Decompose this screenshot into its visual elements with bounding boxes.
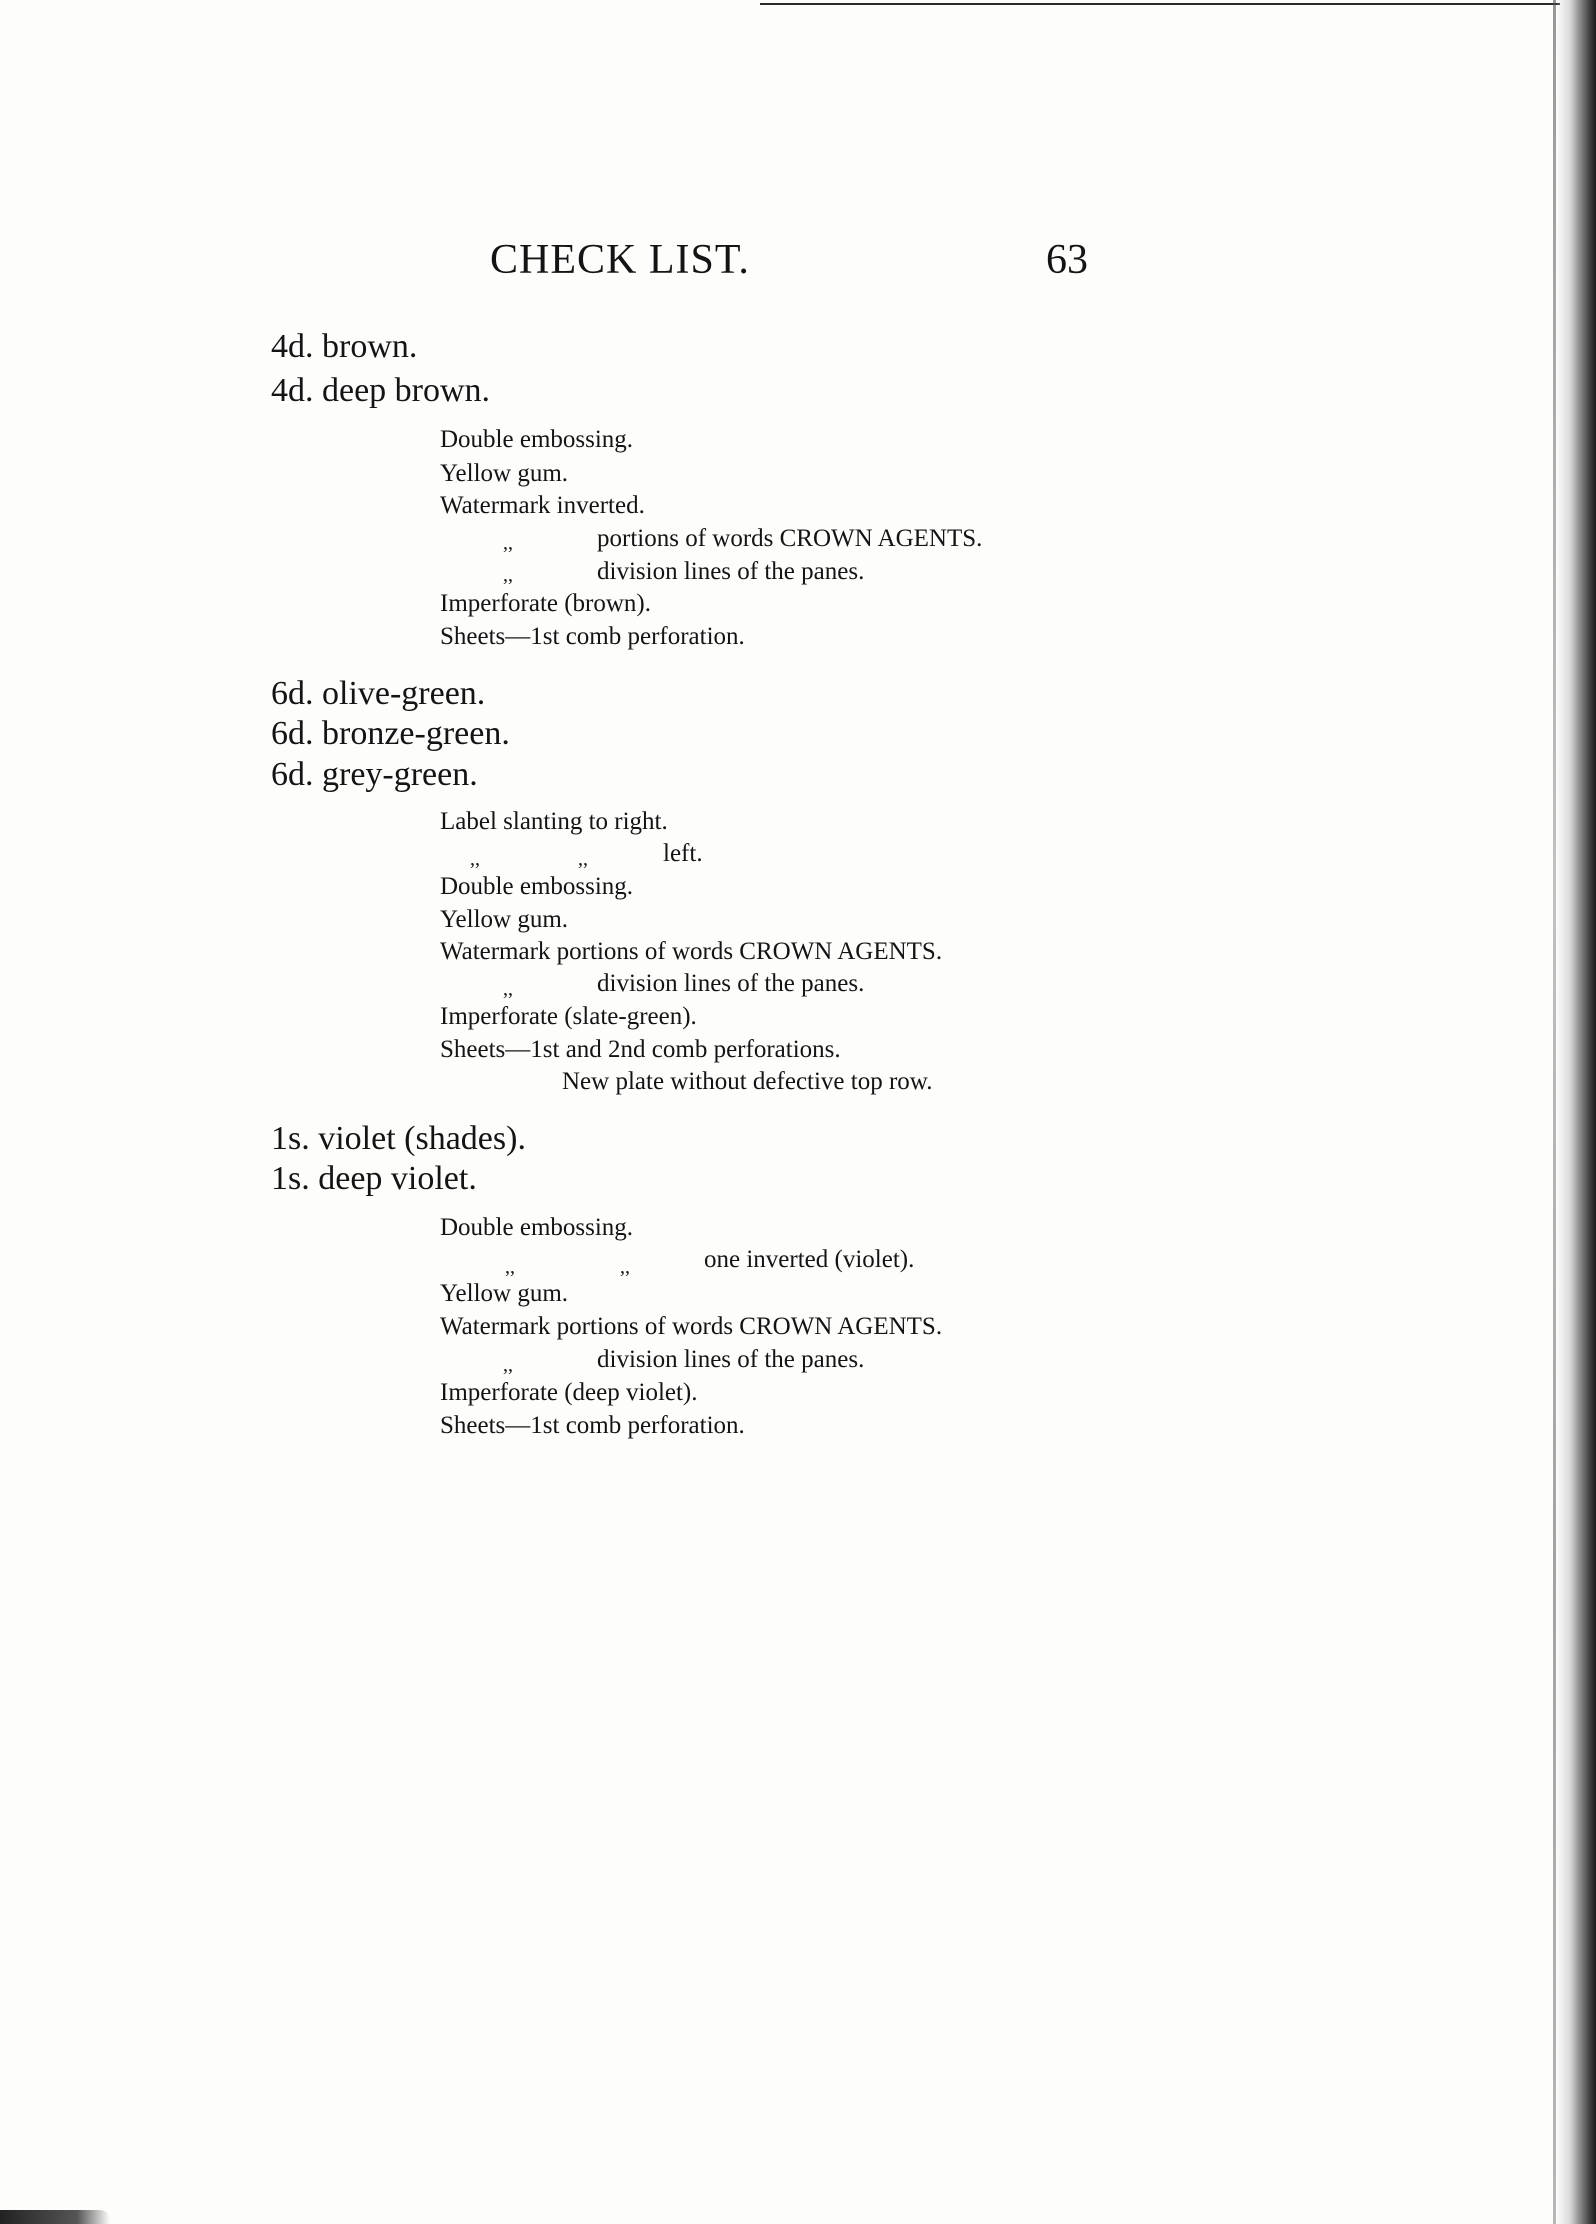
note-1s-double-embossing: Double embossing.: [440, 1214, 634, 1241]
binding-edge-shadow: [1556, 0, 1596, 2224]
note-1s-imperforate: Imperforate (deep violet).: [440, 1379, 698, 1406]
running-head: CHECK LIST.: [490, 237, 750, 283]
note-6d-double-embossing: Double embossing.: [440, 873, 634, 900]
note-6d-imperforate: Imperforate (slate-green).: [440, 1003, 697, 1030]
page-number: 63: [1046, 237, 1088, 283]
note-4d-wm-crown-agents: portions of words CROWN AGENTS.: [597, 525, 983, 552]
entry-1s-deep-violet: 1s. deep violet.: [271, 1160, 477, 1197]
note-6d-label-left: left.: [663, 840, 703, 867]
ditto-mark: ,,: [470, 848, 480, 870]
note-4d-watermark-inverted: Watermark inverted.: [440, 492, 645, 519]
entry-4d-deep-brown: 4d. deep brown.: [271, 372, 491, 409]
note-6d-wm-division-lines: division lines of the panes.: [597, 970, 865, 997]
note-6d-yellow-gum: Yellow gum.: [440, 906, 569, 933]
note-1s-yellow-gum: Yellow gum.: [440, 1280, 569, 1307]
note-4d-imperforate: Imperforate (brown).: [440, 590, 652, 617]
note-1s-wm-division-lines: division lines of the panes.: [597, 1346, 865, 1373]
entry-1s-violet-shades: 1s. violet (shades).: [271, 1120, 526, 1157]
ditto-mark: ,,: [503, 978, 513, 1000]
top-edge-rule: [760, 3, 1560, 5]
note-6d-label-right: Label slanting to right.: [440, 808, 668, 835]
note-6d-sheets: Sheets—1st and 2nd comb perforations.: [440, 1036, 841, 1063]
entry-6d-olive-green: 6d. olive-green.: [271, 675, 486, 712]
ditto-mark: ,,: [578, 848, 588, 870]
entry-6d-grey-green: 6d. grey-green.: [271, 756, 478, 793]
note-6d-watermark-crown-agents: Watermark portions of words CROWN AGENTS.: [440, 938, 943, 965]
entry-6d-bronze-green: 6d. bronze-green.: [271, 715, 510, 752]
scan-corner-mark: [0, 2210, 110, 2224]
note-4d-yellow-gum: Yellow gum.: [440, 460, 569, 487]
ditto-mark: ,,: [505, 1256, 515, 1278]
ditto-mark: ,,: [503, 1354, 513, 1376]
note-4d-sheets: Sheets—1st comb perforation.: [440, 623, 745, 650]
ditto-mark: ,,: [503, 564, 513, 586]
note-4d-double-embossing: Double embossing.: [440, 426, 634, 453]
note-1s-one-inverted: one inverted (violet).: [704, 1246, 915, 1273]
ditto-mark: ,,: [503, 532, 513, 554]
note-1s-watermark-crown-agents: Watermark portions of words CROWN AGENTS.: [440, 1313, 943, 1340]
entry-4d-brown: 4d. brown.: [271, 328, 418, 365]
note-4d-wm-division-lines: division lines of the panes.: [597, 558, 865, 585]
ditto-mark: ,,: [620, 1256, 630, 1278]
note-1s-sheets: Sheets—1st comb perforation.: [440, 1412, 745, 1439]
note-6d-new-plate: New plate without defective top row.: [562, 1068, 933, 1095]
